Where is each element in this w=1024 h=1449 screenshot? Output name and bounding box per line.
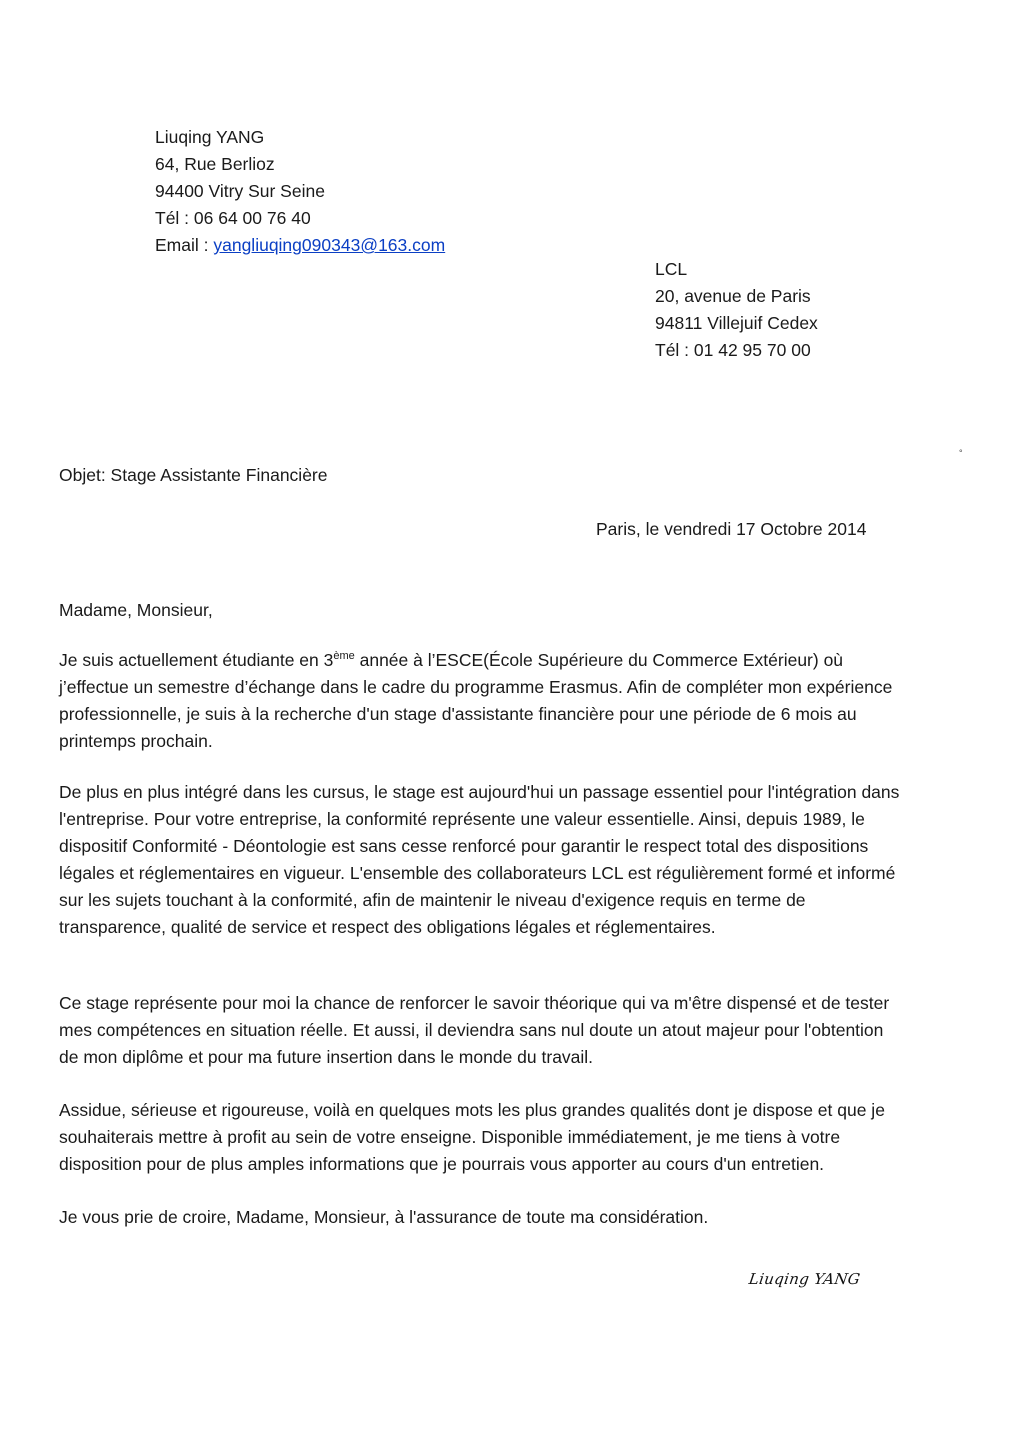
recipient-phone: Tél : 01 42 95 70 00 <box>655 340 811 360</box>
sender-street: 64, Rue Berlioz <box>155 154 275 174</box>
paragraph-line: de mon diplôme et pour ma future insertion dans le monde du travail. <box>59 1047 594 1067</box>
closing-line: Je vous prie de croire, Madame, Monsieur, à l'assurance de toute ma considération. <box>59 1207 709 1227</box>
paragraph-line: dispositif Conformité - Déontologie est sans cesse renforcé pour garantir le respect total des dispositions <box>59 836 869 856</box>
paragraph-line: j’effectue un semestre d’échange dans le cadre du programme Erasmus. Afin de compléter mon expérience <box>59 677 893 697</box>
sender-email-line <box>155 232 445 259</box>
recipient-address <box>655 256 818 364</box>
paragraph-line: mes compétences en situation réelle. Et aussi, il deviendra sans nul doute un atout majeur pour l'obtention <box>59 1020 884 1040</box>
paragraph-line <box>59 647 971 674</box>
recipient-city: 94811 Villejuif Cedex <box>655 313 818 333</box>
paragraph-intro <box>59 647 971 755</box>
paragraph-line: printemps prochain. <box>59 731 213 751</box>
paragraph-motivation <box>59 990 971 1071</box>
signature: Liuqing YANG <box>747 1270 862 1288</box>
paragraph-line: professionnelle, je suis à la recherche d'un stage d'assistante financière pour une période de 6 mois au <box>59 704 857 724</box>
text-segment: année à l’ESCE(École Supérieure du Commerce Extérieur) où <box>354 650 844 670</box>
paragraph-line: souhaiterais mettre à profit au sein de votre enseigne. Disponible immédiatement, je me tiens à votre <box>59 1127 841 1147</box>
subject-line: Objet: Stage Assistante Financière <box>59 465 328 485</box>
sender-email-label: Email : <box>155 235 214 255</box>
paragraph-line: transparence, qualité de service et respect des obligations légales et réglementaires. <box>59 917 716 937</box>
recipient-name: LCL <box>655 259 688 279</box>
sender-city: 94400 Vitry Sur Seine <box>155 181 325 201</box>
paragraph-line: l'entreprise. Pour votre entreprise, la conformité représente une valeur essentielle. Ainsi, depuis 1989, le <box>59 809 865 829</box>
sender-email-link[interactable]: yangliuqing090343@163.com <box>213 235 446 255</box>
paragraph-line: De plus en plus intégré dans les cursus, le stage est aujourd'hui un passage essentiel pour l'intégration dans <box>59 782 900 802</box>
superscript: ème <box>333 650 355 662</box>
recipient-street: 20, avenue de Paris <box>655 286 811 306</box>
paragraph-line: Ce stage représente pour moi la chance de renforcer le savoir théorique qui va m'être dispensé et de tester <box>59 993 890 1013</box>
sender-name: Liuqing YANG <box>155 127 265 147</box>
salutation: Madame, Monsieur, <box>59 600 213 620</box>
stray-mark: ° <box>959 448 963 458</box>
paragraph-qualities <box>59 1097 971 1178</box>
paragraph-line: sur les sujets touchant à la conformité, afin de maintenir le niveau d'exigence requis en terme de <box>59 890 806 910</box>
paragraph-line: Assidue, sérieuse et rigoureuse, voilà en quelques mots les plus grandes qualités dont je dispose et que je <box>59 1100 885 1120</box>
paragraph-line: disposition pour de plus amples informations que je pourrais vous apporter au cours d'un entretien. <box>59 1154 825 1174</box>
paragraph-company <box>59 779 971 941</box>
sender-address <box>155 124 445 259</box>
sender-phone: Tél : 06 64 00 76 40 <box>155 208 311 228</box>
text-segment: Je suis actuellement étudiante en 3 <box>59 650 334 670</box>
date-line: Paris, le vendredi 17 Octobre 2014 <box>596 519 867 539</box>
paragraph-line: légales et réglementaires en vigueur. L'ensemble des collaborateurs LCL est régulièrement formé et informé <box>59 863 896 883</box>
